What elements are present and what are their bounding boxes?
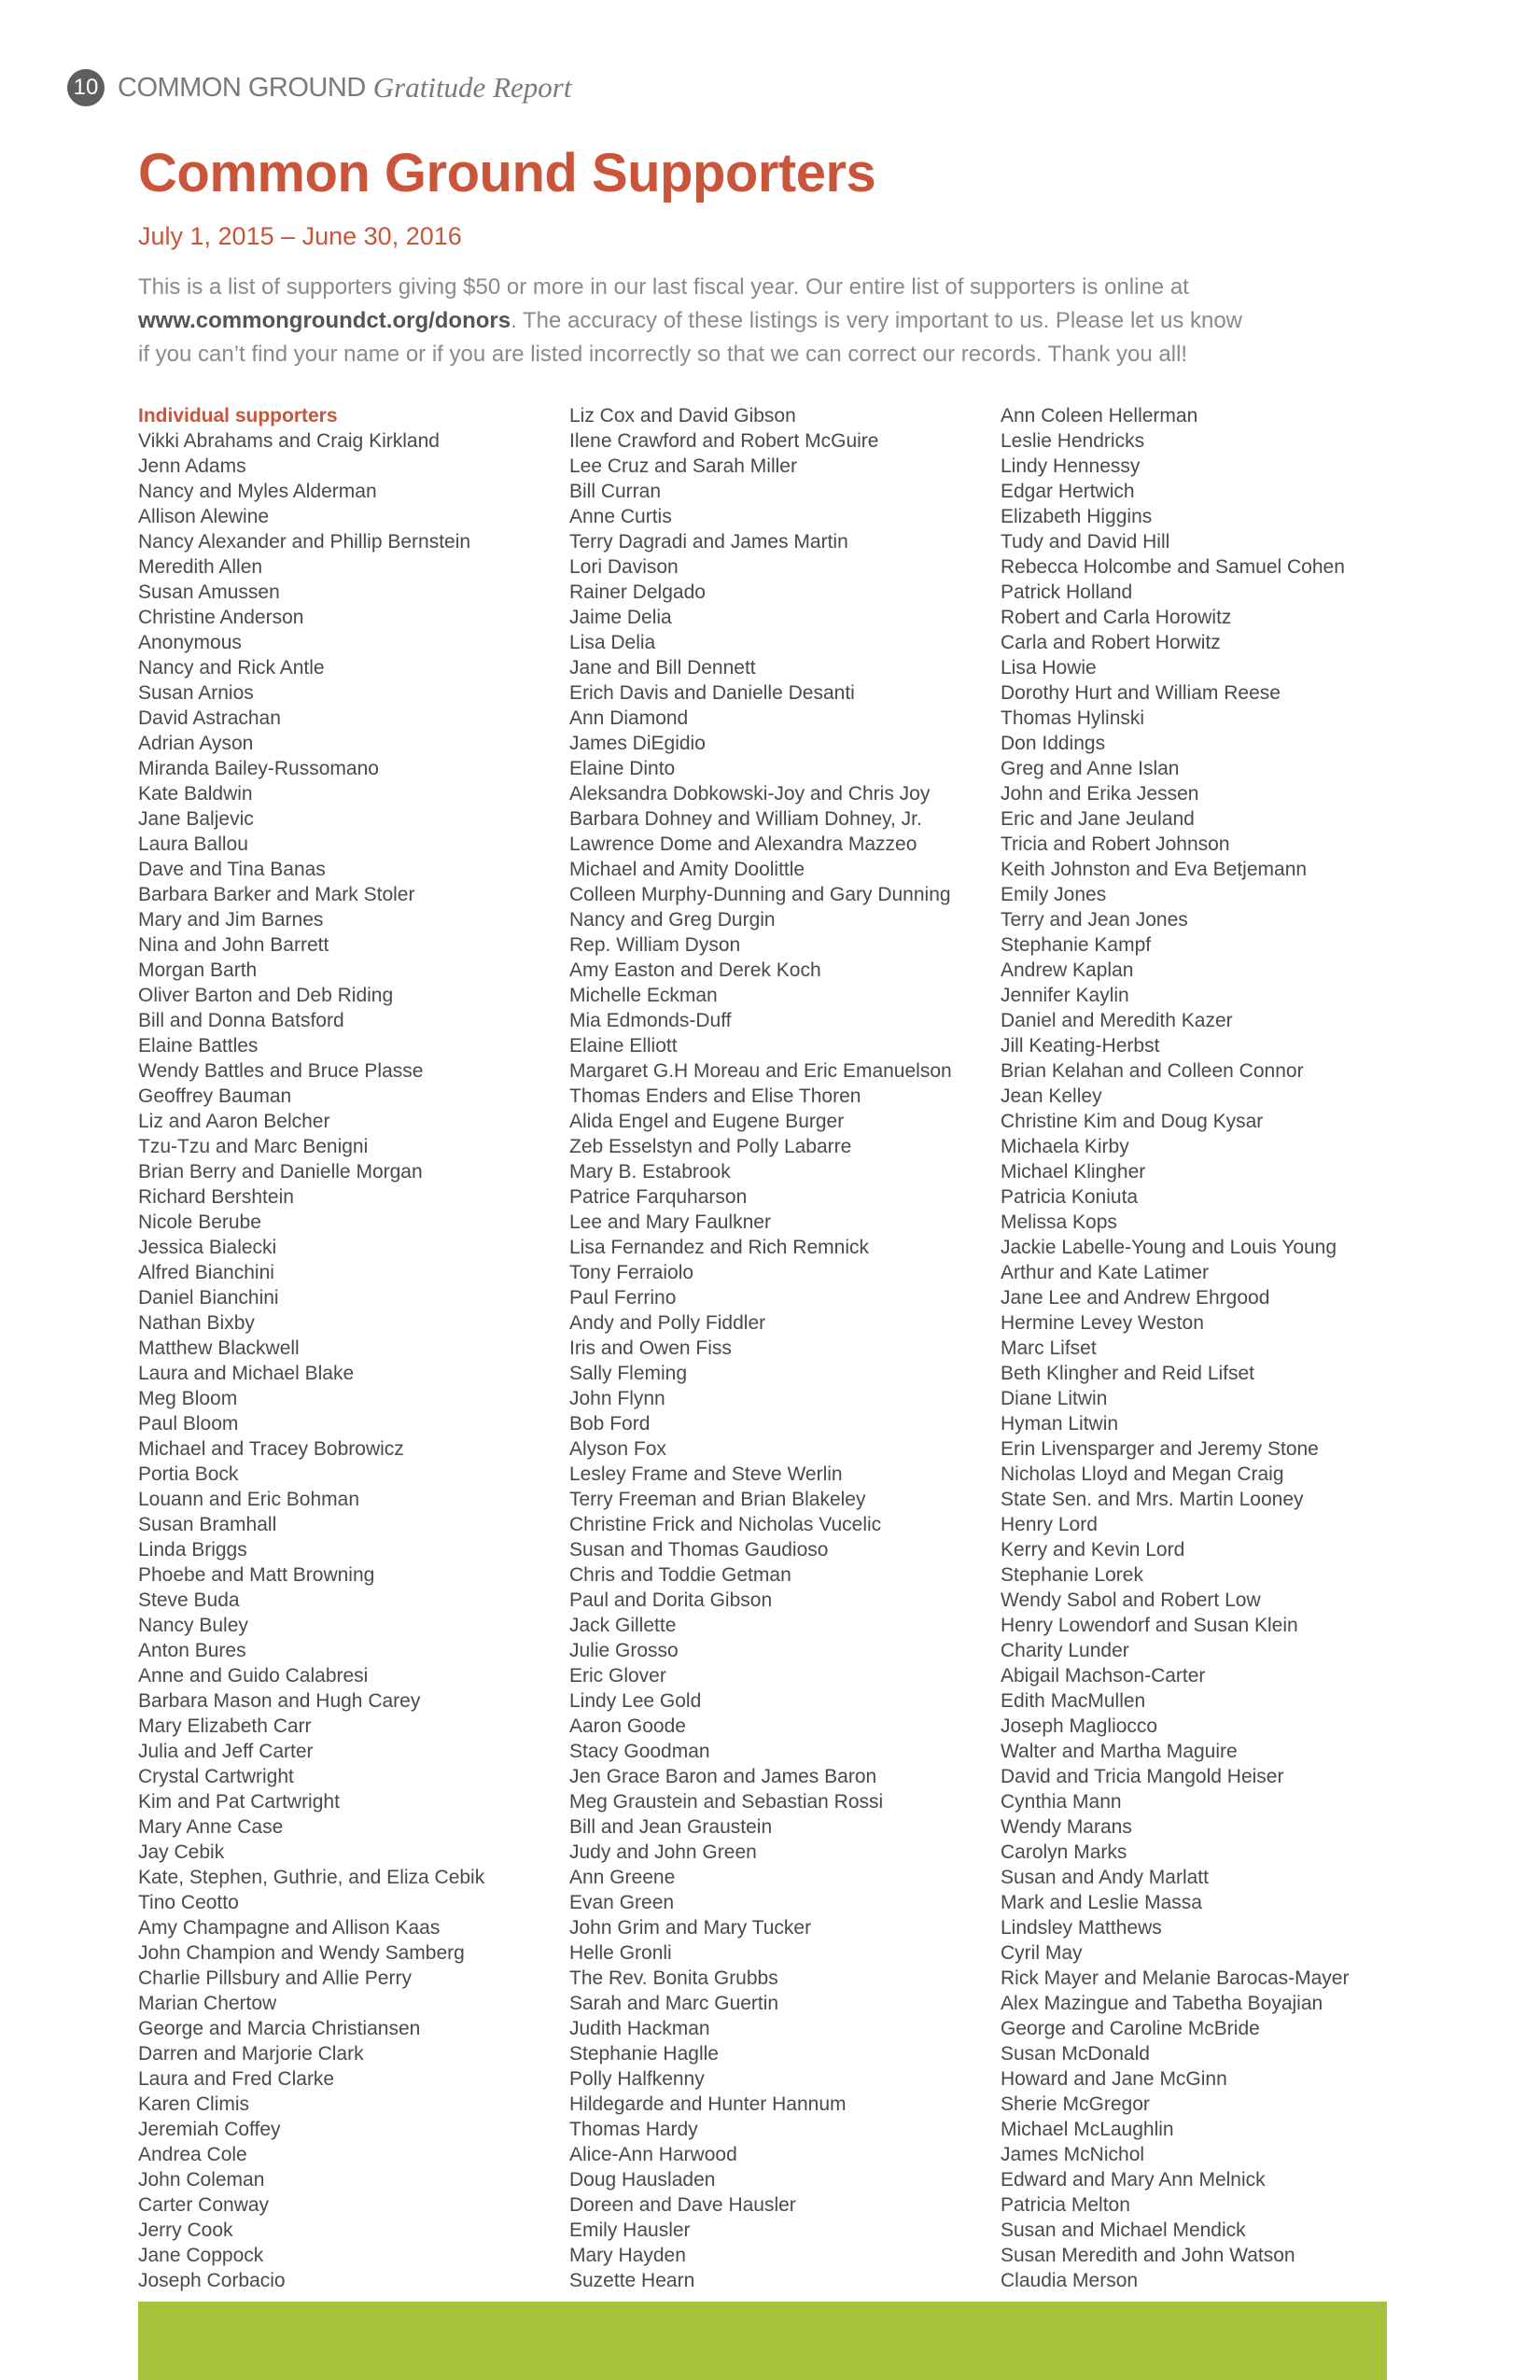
supporter-name: Michael and Amity Doolittle [569,859,805,880]
supporter-name: Alex Mazingue and Tabetha Boyajian [1001,1993,1323,2014]
supporter-name: Mary Elizabeth Carr [138,1715,312,1737]
supporter-name: George and Caroline McBride [1001,2018,1260,2039]
supporter-name: Thomas Enders and Elise Thoren [569,1085,861,1107]
supporter-name: Marc Lifset [1001,1337,1097,1359]
supporter-name: Aaron Goode [569,1715,686,1737]
section-label: Individual supporters [138,405,338,427]
supporter-name: State Sen. and Mrs. Martin Looney [1001,1489,1304,1510]
supporter-name: Edward and Mary Ann Melnick [1001,2169,1266,2191]
supporter-name: Paul and Dorita Gibson [569,1589,773,1611]
supporter-name: Elizabeth Higgins [1001,506,1153,527]
supporter-name: Jill Keating-Herbst [1001,1035,1160,1057]
supporter-name: Christine Frick and Nicholas Vucelic [569,1514,882,1535]
supporter-name: Lindy Hennessy [1001,455,1141,477]
supporter-name: Carolyn Marks [1001,1841,1127,1863]
page-title: Common Ground Supporters [138,143,876,203]
supporter-name: Tino Ceotto [138,1892,239,1913]
supporter-name: Terry Freeman and Brian Blakeley [569,1489,866,1510]
supporter-name: Lesley Frame and Steve Werlin [569,1463,843,1485]
supporter-name: Carter Conway [138,2194,270,2216]
supporter-name: Jack Gillette [569,1615,677,1636]
supporter-name: Diane Litwin [1001,1388,1108,1409]
supporter-name: Lawrence Dome and Alexandra Mazzeo [569,833,917,855]
supporter-name: Julie Grosso [569,1640,679,1661]
supporter-name: Emily Jones [1001,884,1107,905]
supporters-column-2 [569,403,952,2293]
supporter-name: Tricia and Robert Johnson [1001,833,1230,855]
supporter-name: Judy and John Green [569,1841,757,1863]
supporter-name: Terry Dagradi and James Martin [569,531,848,553]
supporter-name: Jerry Cook [138,2219,233,2241]
supporter-name: Laura and Michael Blake [138,1363,355,1384]
supporter-name: Arthur and Kate Latimer [1001,1262,1209,1283]
supporter-name: Nina and John Barrett [138,934,329,956]
supporter-name: Wendy Battles and Bruce Plasse [138,1060,424,1082]
supporter-name: David and Tricia Mangold Heiser [1001,1766,1284,1787]
supporter-name: Patricia Melton [1001,2194,1130,2216]
supporter-name: Darren and Marjorie Clark [138,2043,364,2065]
supporter-name: Eric Glover [569,1665,666,1687]
supporter-name: Ann Coleen Hellerman [1001,405,1198,427]
supporter-name: Allison Alewine [138,506,270,527]
supporter-name: Bill and Donna Batsford [138,1010,344,1031]
supporter-name: Jane Baljevic [138,808,254,830]
supporter-name: Colleen Murphy-Dunning and Gary Dunning [569,884,951,905]
supporter-name: Tudy and David Hill [1001,531,1170,553]
supporter-name: John Flynn [569,1388,665,1409]
supporter-name: Melissa Kops [1001,1211,1117,1233]
supporter-name: Alida Engel and Eugene Burger [569,1111,845,1132]
supporter-name: Jeremiah Coffey [138,2119,281,2140]
supporter-name: Susan Amussen [138,581,280,603]
supporter-name: Patrick Holland [1001,581,1133,603]
supporter-name: Nathan Bixby [138,1312,255,1334]
supporter-name: Sarah and Marc Guertin [569,1993,779,2014]
supporter-name: Michael McLaughlin [1001,2119,1174,2140]
supporter-name: Lindsley Matthews [1001,1917,1162,1939]
page-header [67,67,571,108]
supporter-name: Susan Arnios [138,682,254,704]
supporter-name: Oliver Barton and Deb Riding [138,985,394,1006]
supporter-name: Susan and Michael Mendick [1001,2219,1246,2241]
supporter-name: Julia and Jeff Carter [138,1741,314,1762]
supporter-name: John Champion and Wendy Samberg [138,1942,465,1964]
supporter-name: Leslie Hendricks [1001,430,1145,452]
supporter-name: Brian Berry and Danielle Morgan [138,1161,423,1183]
supporter-name: Henry Lord [1001,1514,1098,1535]
supporter-name: Carla and Robert Horwitz [1001,632,1221,653]
supporter-name: Kerry and Kevin Lord [1001,1539,1185,1561]
supporter-name: Mary Anne Case [138,1816,284,1838]
supporter-name: Elaine Elliott [569,1035,678,1057]
page-number-badge: 10 [67,69,105,106]
supporter-name: Nancy and Myles Alderman [138,481,377,502]
supporter-name: Cyril May [1001,1942,1083,1964]
supporter-name: Jean Kelley [1001,1085,1102,1107]
supporter-name: Helle Gronli [569,1942,672,1964]
supporter-name: Kate Baldwin [138,783,253,805]
supporter-name: Hyman Litwin [1001,1413,1119,1435]
supporter-name: Amy Champagne and Allison Kaas [138,1917,441,1939]
supporter-name: Keith Johnston and Eva Betjemann [1001,859,1308,880]
supporter-name: Margaret G.H Moreau and Eric Emanuelson [569,1060,952,1082]
supporter-name: Henry Lowendorf and Susan Klein [1001,1615,1298,1636]
supporter-name: Michelle Eckman [569,985,718,1006]
supporter-name: David Astrachan [138,707,281,729]
supporter-name: Anton Bures [138,1640,246,1661]
supporter-name: Abigail Machson-Carter [1001,1665,1206,1687]
supporter-name: Crystal Cartwright [138,1766,294,1787]
supporter-name: Laura and Fred Clarke [138,2068,335,2090]
supporter-name: Lori Davison [569,556,679,578]
supporter-name: Michaela Kirby [1001,1136,1129,1157]
supporter-name: Lisa Fernandez and Rich Remnick [569,1237,869,1258]
supporter-name: Daniel and Meredith Kazer [1001,1010,1233,1031]
supporter-name: Meg Graustein and Sebastian Rossi [569,1791,884,1813]
supporter-name: Robert and Carla Horowitz [1001,607,1232,628]
supporter-name: Meg Bloom [138,1388,238,1409]
supporter-name: Tony Ferraiolo [569,1262,694,1283]
supporter-name: Stephanie Kampf [1001,934,1152,956]
supporter-name: Alfred Bianchini [138,1262,274,1283]
supporter-name: Daniel Bianchini [138,1287,279,1309]
supporter-name: Cynthia Mann [1001,1791,1122,1813]
supporter-name: Brian Kelahan and Colleen Connor [1001,1060,1304,1082]
supporter-name: Liz and Aaron Belcher [138,1111,330,1132]
supporter-name: Nancy and Greg Durgin [569,909,776,931]
supporter-name: Thomas Hylinski [1001,707,1145,729]
supporter-name: Lee and Mary Faulkner [569,1211,771,1233]
supporter-name: Patricia Koniuta [1001,1186,1139,1208]
supporter-name: Adrian Ayson [138,733,254,754]
supporter-name: Nancy Buley [138,1615,248,1636]
supporter-name: Phoebe and Matt Browning [138,1564,375,1586]
supporter-name: Marian Chertow [138,1993,277,2014]
supporter-name: Anonymous [138,632,242,653]
supporter-name: John and Erika Jessen [1001,783,1199,805]
supporter-name: Paul Ferrino [569,1287,677,1309]
supporter-name: Mary Hayden [569,2245,686,2266]
supporter-name: Charity Lunder [1001,1640,1129,1661]
supporter-name: Erin Livensparger and Jeremy Stone [1001,1438,1319,1460]
supporter-name: Lisa Delia [569,632,656,653]
supporter-name: Matthew Blackwell [138,1337,300,1359]
intro-text-after: . The accuracy of these listings is very important to us. Please let us know if you can’t find your name or if you are listed incorrectly so that we can correct our records. Thank you all! [138,308,1243,367]
supporter-name: Tzu-Tzu and Marc Benigni [138,1136,369,1157]
supporter-name: Susan Meredith and John Watson [1001,2245,1295,2266]
supporter-name: Alyson Fox [569,1438,666,1460]
supporter-name: Rainer Delgado [569,581,706,603]
supporter-name: Rebecca Holcombe and Samuel Cohen [1001,556,1345,578]
supporter-name: Richard Bershtein [138,1186,294,1208]
supporter-name: Edith MacMullen [1001,1690,1146,1712]
supporter-name: Portia Bock [138,1463,239,1485]
supporter-name: Evan Green [569,1892,675,1913]
supporter-name: Susan Bramhall [138,1514,277,1535]
supporter-name: Mark and Leslie Massa [1001,1892,1202,1913]
supporter-name: Mary and Jim Barnes [138,909,324,931]
supporter-name: Patrice Farquharson [569,1186,748,1208]
supporter-name: Jane Coppock [138,2245,264,2266]
supporter-name: Liz Cox and David Gibson [569,405,796,427]
supporter-name: Emily Hausler [569,2219,691,2241]
supporter-name: Doug Hausladen [569,2169,716,2191]
supporter-name: Alice-Ann Harwood [569,2144,737,2165]
supporter-name: Sally Fleming [569,1363,688,1384]
supporter-name: Hermine Levey Weston [1001,1312,1204,1334]
supporter-name: Paul Bloom [138,1413,239,1435]
supporter-name: Michael and Tracey Bobrowicz [138,1438,404,1460]
supporter-name: Aleksandra Dobkowski-Joy and Chris Joy [569,783,931,805]
supporter-name: John Grim and Mary Tucker [569,1917,812,1939]
header-brand: COMMON GROUND [118,72,366,103]
supporter-name: Laura Ballou [138,833,248,855]
supporter-name: Zeb Esselstyn and Polly Labarre [569,1136,852,1157]
supporter-name: Beth Klingher and Reid Lifset [1001,1363,1255,1384]
supporter-name: Greg and Anne Islan [1001,758,1180,779]
supporter-name: Bill Curran [569,481,662,502]
supporter-name: Christine Anderson [138,607,304,628]
supporter-name: Hildegarde and Hunter Hannum [569,2093,847,2115]
supporter-name: Judith Hackman [569,2018,710,2039]
supporter-name: Jaime Delia [569,607,672,628]
supporter-name: Steve Buda [138,1589,240,1611]
supporter-name: George and Marcia Christiansen [138,2018,421,2039]
supporter-name: Jane and Bill Dennett [569,657,756,679]
supporter-name: Stacy Goodman [569,1741,710,1762]
supporter-name: Terry and Jean Jones [1001,909,1188,931]
supporter-name: Ann Greene [569,1867,676,1888]
supporter-name: Rep. William Dyson [569,934,741,956]
supporter-name: Barbara Barker and Mark Stoler [138,884,415,905]
supporter-name: Lee Cruz and Sarah Miller [569,455,797,477]
supporter-name: Wendy Sabol and Robert Low [1001,1589,1261,1611]
supporter-name: Stephanie Haglle [569,2043,719,2065]
supporter-name: Mia Edmonds-Duff [569,1010,732,1031]
supporter-name: Chris and Toddie Getman [569,1564,791,1586]
supporter-name: Iris and Owen Fiss [569,1337,732,1359]
supporter-name: Don Iddings [1001,733,1106,754]
supporter-name: Michael Klingher [1001,1161,1146,1183]
supporter-name: Linda Briggs [138,1539,247,1561]
supporter-name: Ann Diamond [569,707,689,729]
supporter-name: Andrea Cole [138,2144,247,2165]
supporter-name: Barbara Mason and Hugh Carey [138,1690,421,1712]
supporter-name: Erich Davis and Danielle Desanti [569,682,855,704]
supporter-name: Nicholas Lloyd and Megan Craig [1001,1463,1284,1485]
supporter-name: Anne Curtis [569,506,672,527]
supporter-name: Elaine Dinto [569,758,676,779]
supporter-name: Claudia Merson [1001,2270,1139,2291]
supporter-name: Andy and Polly Fiddler [569,1312,766,1334]
supporters-column-1 [138,403,484,2293]
supporter-name: Lisa Howie [1001,657,1097,679]
supporter-name: Dorothy Hurt and William Reese [1001,682,1281,704]
supporter-name: Vikki Abrahams and Craig Kirkland [138,430,440,452]
supporter-name: John Coleman [138,2169,265,2191]
supporter-name: Karen Climis [138,2093,250,2115]
supporter-name: Rick Mayer and Melanie Barocas-Mayer [1001,1967,1350,1989]
supporter-name: Joseph Corbacio [138,2270,286,2291]
supporter-name: Dave and Tina Banas [138,859,326,880]
supporters-column-3 [1001,403,1349,2293]
supporter-name: Andrew Kaplan [1001,959,1134,981]
supporter-name: Nancy and Rick Antle [138,657,325,679]
supporter-name: Edgar Hertwich [1001,481,1135,502]
supporter-name: Eric and Jane Jeuland [1001,808,1195,830]
supporter-name: Amy Easton and Derek Koch [569,959,821,981]
supporter-name: Jackie Labelle-Young and Louis Young [1001,1237,1337,1258]
supporter-name: Jenn Adams [138,455,246,477]
supporter-name: Kate, Stephen, Guthrie, and Eliza Cebik [138,1867,485,1888]
intro-text-before: This is a list of supporters giving $50 or more in our last fiscal year. Our entire list of supporters is online at [138,274,1189,300]
supporter-name: Meredith Allen [138,556,263,578]
supporter-name: The Rev. Bonita Grubbs [569,1967,778,1989]
supporter-name: Polly Halfkenny [569,2068,705,2090]
date-range: July 1, 2015 – June 30, 2016 [138,222,462,250]
supporter-name: Sherie McGregor [1001,2093,1150,2115]
supporter-name: Geoffrey Bauman [138,1085,292,1107]
supporter-name: Susan and Thomas Gaudioso [569,1539,829,1561]
supporter-name: Elaine Battles [138,1035,259,1057]
supporter-name: Wendy Marans [1001,1816,1132,1838]
supporter-name: Lindy Lee Gold [569,1690,702,1712]
intro-paragraph [138,271,1258,371]
supporter-name: Barbara Dohney and William Dohney, Jr. [569,808,922,830]
supporter-name: Miranda Bailey-Russomano [138,758,379,779]
supporter-name: Bob Ford [569,1413,651,1435]
supporter-name: Mary B. Estabrook [569,1161,731,1183]
supporter-name: Jane Lee and Andrew Ehrgood [1001,1287,1270,1309]
supporter-name: Walter and Martha Maguire [1001,1741,1238,1762]
footer-bar [138,2302,1387,2380]
supporter-name: Nicole Berube [138,1211,261,1233]
header-report-name: Gratitude Report [372,71,572,104]
supporter-name: Morgan Barth [138,959,258,981]
supporter-name: Bill and Jean Graustein [569,1816,773,1838]
supporter-name: Thomas Hardy [569,2119,698,2140]
supporter-name: Ilene Crawford and Robert McGuire [569,430,879,452]
supporter-name: Susan McDonald [1001,2043,1150,2065]
supporter-name: Jen Grace Baron and James Baron [569,1766,877,1787]
supporter-name: Kim and Pat Cartwright [138,1791,340,1813]
supporter-name: Jennifer Kaylin [1001,985,1129,1006]
supporter-name: Jessica Bialecki [138,1237,277,1258]
supporter-name: Howard and Jane McGinn [1001,2068,1227,2090]
supporter-name: Christine Kim and Doug Kysar [1001,1111,1264,1132]
supporter-name: Jay Cebik [138,1841,225,1863]
supporter-name: James DiEgidio [569,733,706,754]
supporter-name: Joseph Magliocco [1001,1715,1158,1737]
donors-link[interactable]: www.commongroundct.org/donors [138,308,511,333]
supporter-name: Louann and Eric Bohman [138,1489,359,1510]
supporter-name: James McNichol [1001,2144,1145,2165]
supporter-name: Nancy Alexander and Phillip Bernstein [138,531,471,553]
supporter-name: Doreen and Dave Hausler [569,2194,796,2216]
supporter-name: Stephanie Lorek [1001,1564,1143,1586]
supporter-name: Suzette Hearn [569,2270,695,2291]
supporter-name: Charlie Pillsbury and Allie Perry [138,1967,412,1989]
supporter-name: Anne and Guido Calabresi [138,1665,369,1687]
supporter-name: Susan and Andy Marlatt [1001,1867,1209,1888]
